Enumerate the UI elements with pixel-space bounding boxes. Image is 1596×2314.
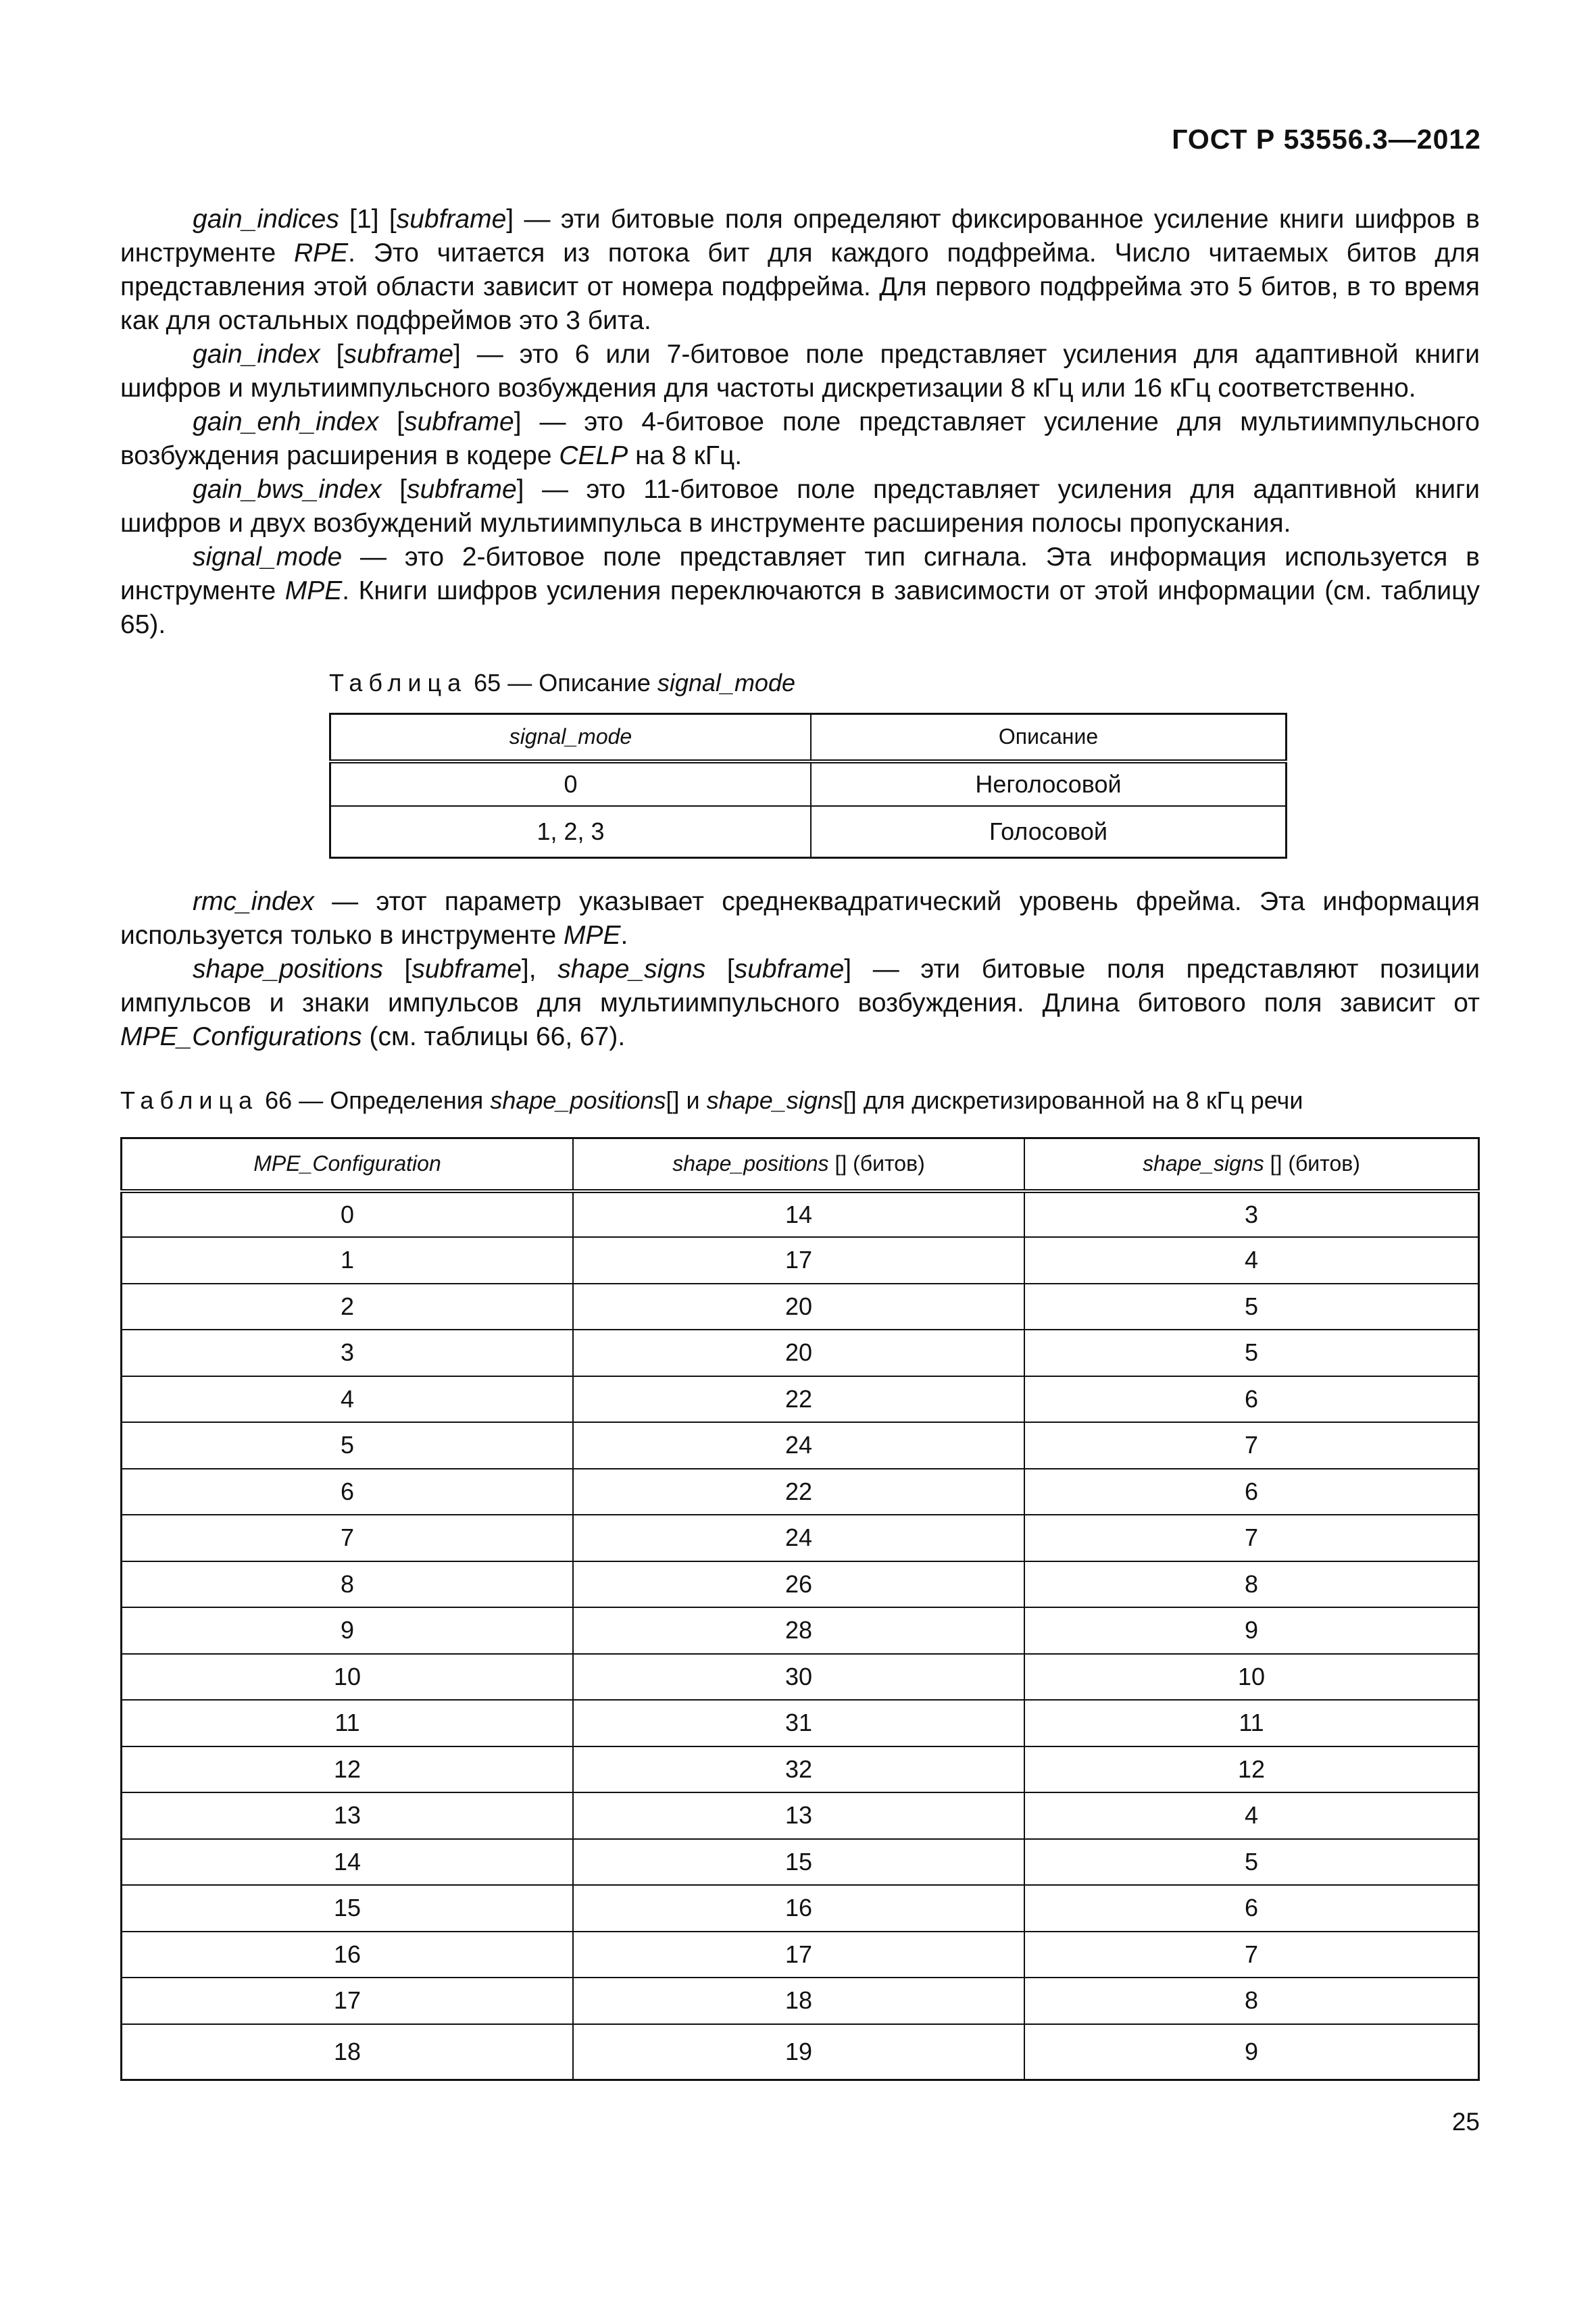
table-cell: 22 <box>573 1376 1024 1423</box>
table66-header-mpe-configuration: MPE_Configuration <box>122 1138 574 1191</box>
document-header: ГОСТ Р 53556.3—2012 <box>1172 124 1481 155</box>
table-cell: 8 <box>1024 1561 1479 1608</box>
table-cell: 32 <box>573 1746 1024 1793</box>
table-cell: 2 <box>122 1284 574 1330</box>
table-cell: 24 <box>573 1515 1024 1561</box>
table-cell: 20 <box>573 1330 1024 1376</box>
table-cell: Голосовой <box>811 806 1287 858</box>
table-cell: 14 <box>122 1839 574 1886</box>
table-cell: 26 <box>573 1561 1024 1608</box>
table-row <box>122 1422 1479 1469</box>
table-cell: 4 <box>122 1376 574 1423</box>
table66-caption: Таблица 66 — Определения shape_positions[] и shape_signs[] для дискретизированной на 8 кГц речи <box>120 1086 1303 1114</box>
table-row <box>122 1978 1479 2024</box>
page-number: 25 <box>1451 2108 1480 2136</box>
table-cell: 7 <box>1024 1515 1479 1561</box>
table-cell: 18 <box>122 2024 574 2080</box>
table-cell: 4 <box>1024 1237 1479 1284</box>
table-65 <box>329 713 1287 859</box>
table-row <box>330 761 1287 806</box>
table-row <box>122 2024 1479 2080</box>
table-row <box>122 1284 1479 1330</box>
table-row <box>122 1792 1479 1839</box>
table-cell: 6 <box>122 1469 574 1515</box>
table-cell: 30 <box>573 1654 1024 1701</box>
table65-header-signal-mode: signal_mode <box>330 714 812 761</box>
table-row <box>122 1746 1479 1793</box>
table-row <box>122 1515 1479 1561</box>
table-cell: 9 <box>1024 1607 1479 1654</box>
table-cell: 11 <box>1024 1700 1479 1746</box>
table-row <box>330 806 1287 858</box>
table-row <box>122 1932 1479 1978</box>
table-cell: 3 <box>1024 1191 1479 1238</box>
paragraph-gain-enh-index: gain_enh_index [subframe] — это 4-битовое поле представляет усиление для мультиимпульсного возбуждения расширения в кодере CELP на 8 кГц. <box>120 407 1480 470</box>
paragraph-rmc-index: rmc_index — этот параметр указывает среднеквадратический уровень фрейма. Эта информация используется только в инструменте MPE. <box>120 887 1480 950</box>
table-row <box>122 1469 1479 1515</box>
table-cell: 0 <box>330 761 812 806</box>
table-cell: 10 <box>122 1654 574 1701</box>
table-cell: 5 <box>1024 1839 1479 1886</box>
table-cell: 0 <box>122 1191 574 1238</box>
table-row <box>122 1654 1479 1701</box>
table-cell: 31 <box>573 1700 1024 1746</box>
table-cell: 17 <box>573 1237 1024 1284</box>
table66-body <box>122 1191 1479 2080</box>
table-row <box>122 1191 1479 1238</box>
paragraph-gain-index: gain_index [subframe] — это 6 или 7-битовое поле представляет усиления для адаптивной книги шифров и мультиимпульсного возбуждения для частоты дискретизации 8 кГц или 16 кГц соответственно. <box>120 340 1480 403</box>
table-row <box>122 1607 1479 1654</box>
table-cell: 9 <box>1024 2024 1479 2080</box>
table-cell: 7 <box>122 1515 574 1561</box>
table-cell: 4 <box>1024 1792 1479 1839</box>
table-cell: 15 <box>122 1885 574 1932</box>
paragraph-shape: shape_positions [subframe], shape_signs [subframe] — эти битовые поля представляют позиции импульсов и знаки импульсов для мультиимпульсного возбуждения. Длина битового поля зависит от MPE_Configurations (см. таблицы 66, 67). <box>120 955 1480 1051</box>
table-cell: 6 <box>1024 1469 1479 1515</box>
table-row <box>122 1237 1479 1284</box>
table-cell: 22 <box>573 1469 1024 1515</box>
table-cell: 13 <box>122 1792 574 1839</box>
paragraph-gain-indices: gain_indices [1] [subframe] — эти битовые поля определяют фиксированное усиление книги шифров в инструменте RPE. Это читается из потока бит для каждого подфрейма. Число читаемых битов для представления этой области зависит от номера подфрейма. Для первого подфрейма это 5 битов, в то время как для остальных подфреймов это 3 бита. <box>120 205 1480 335</box>
table-cell: 20 <box>573 1284 1024 1330</box>
table-cell: 17 <box>122 1978 574 2024</box>
table-cell: 14 <box>573 1191 1024 1238</box>
table66-header-shape-signs: shape_signs [] (битов) <box>1024 1138 1479 1191</box>
table-cell: 18 <box>573 1978 1024 2024</box>
body-text-upper <box>120 203 1480 642</box>
table-cell: 6 <box>1024 1885 1479 1932</box>
table-cell: 13 <box>573 1792 1024 1839</box>
table66-header-shape-positions: shape_positions [] (битов) <box>573 1138 1024 1191</box>
table-cell: 11 <box>122 1700 574 1746</box>
table-cell: 7 <box>1024 1422 1479 1469</box>
table-cell: 8 <box>1024 1978 1479 2024</box>
table-row <box>122 1561 1479 1608</box>
table-cell: 1, 2, 3 <box>330 806 812 858</box>
table-cell: 16 <box>122 1932 574 1978</box>
table-cell: 1 <box>122 1237 574 1284</box>
table-66 <box>120 1137 1480 2081</box>
table-cell: 24 <box>573 1422 1024 1469</box>
table-row <box>122 1700 1479 1746</box>
body-text-lower <box>120 885 1480 1054</box>
paragraph-signal-mode: signal_mode — это 2-битовое поле представляет тип сигнала. Эта информация используется в инструменте MPE. Книги шифров усиления переключаются в зависимости от этой информации (см. таблицу 65). <box>120 543 1480 639</box>
table-cell: 5 <box>1024 1330 1479 1376</box>
table-cell: 5 <box>1024 1284 1479 1330</box>
table65-header-description: Описание <box>811 714 1287 761</box>
table-cell: 17 <box>573 1932 1024 1978</box>
table-cell: 3 <box>122 1330 574 1376</box>
table-cell: 9 <box>122 1607 574 1654</box>
table-row <box>122 1885 1479 1932</box>
table-cell: 16 <box>573 1885 1024 1932</box>
table-row <box>122 1839 1479 1886</box>
table-cell: 6 <box>1024 1376 1479 1423</box>
table-cell: 10 <box>1024 1654 1479 1701</box>
table-cell: 7 <box>1024 1932 1479 1978</box>
table-cell: 15 <box>573 1839 1024 1886</box>
table-cell: 12 <box>1024 1746 1479 1793</box>
table-cell: 28 <box>573 1607 1024 1654</box>
paragraph-gain-bws-index: gain_bws_index [subframe] — это 11-битовое поле представляет усиления для адаптивной книги шифров и двух возбуждений мультиимпульса в инструменте расширения полосы пропускания. <box>120 475 1480 538</box>
table65-caption: Таблица 65 — Описание signal_mode <box>329 669 795 697</box>
table-cell: 8 <box>122 1561 574 1608</box>
table-cell: 5 <box>122 1422 574 1469</box>
table-row <box>122 1376 1479 1423</box>
table-row <box>122 1330 1479 1376</box>
table-cell: 12 <box>122 1746 574 1793</box>
table-cell: Неголосовой <box>811 761 1287 806</box>
table-cell: 19 <box>573 2024 1024 2080</box>
